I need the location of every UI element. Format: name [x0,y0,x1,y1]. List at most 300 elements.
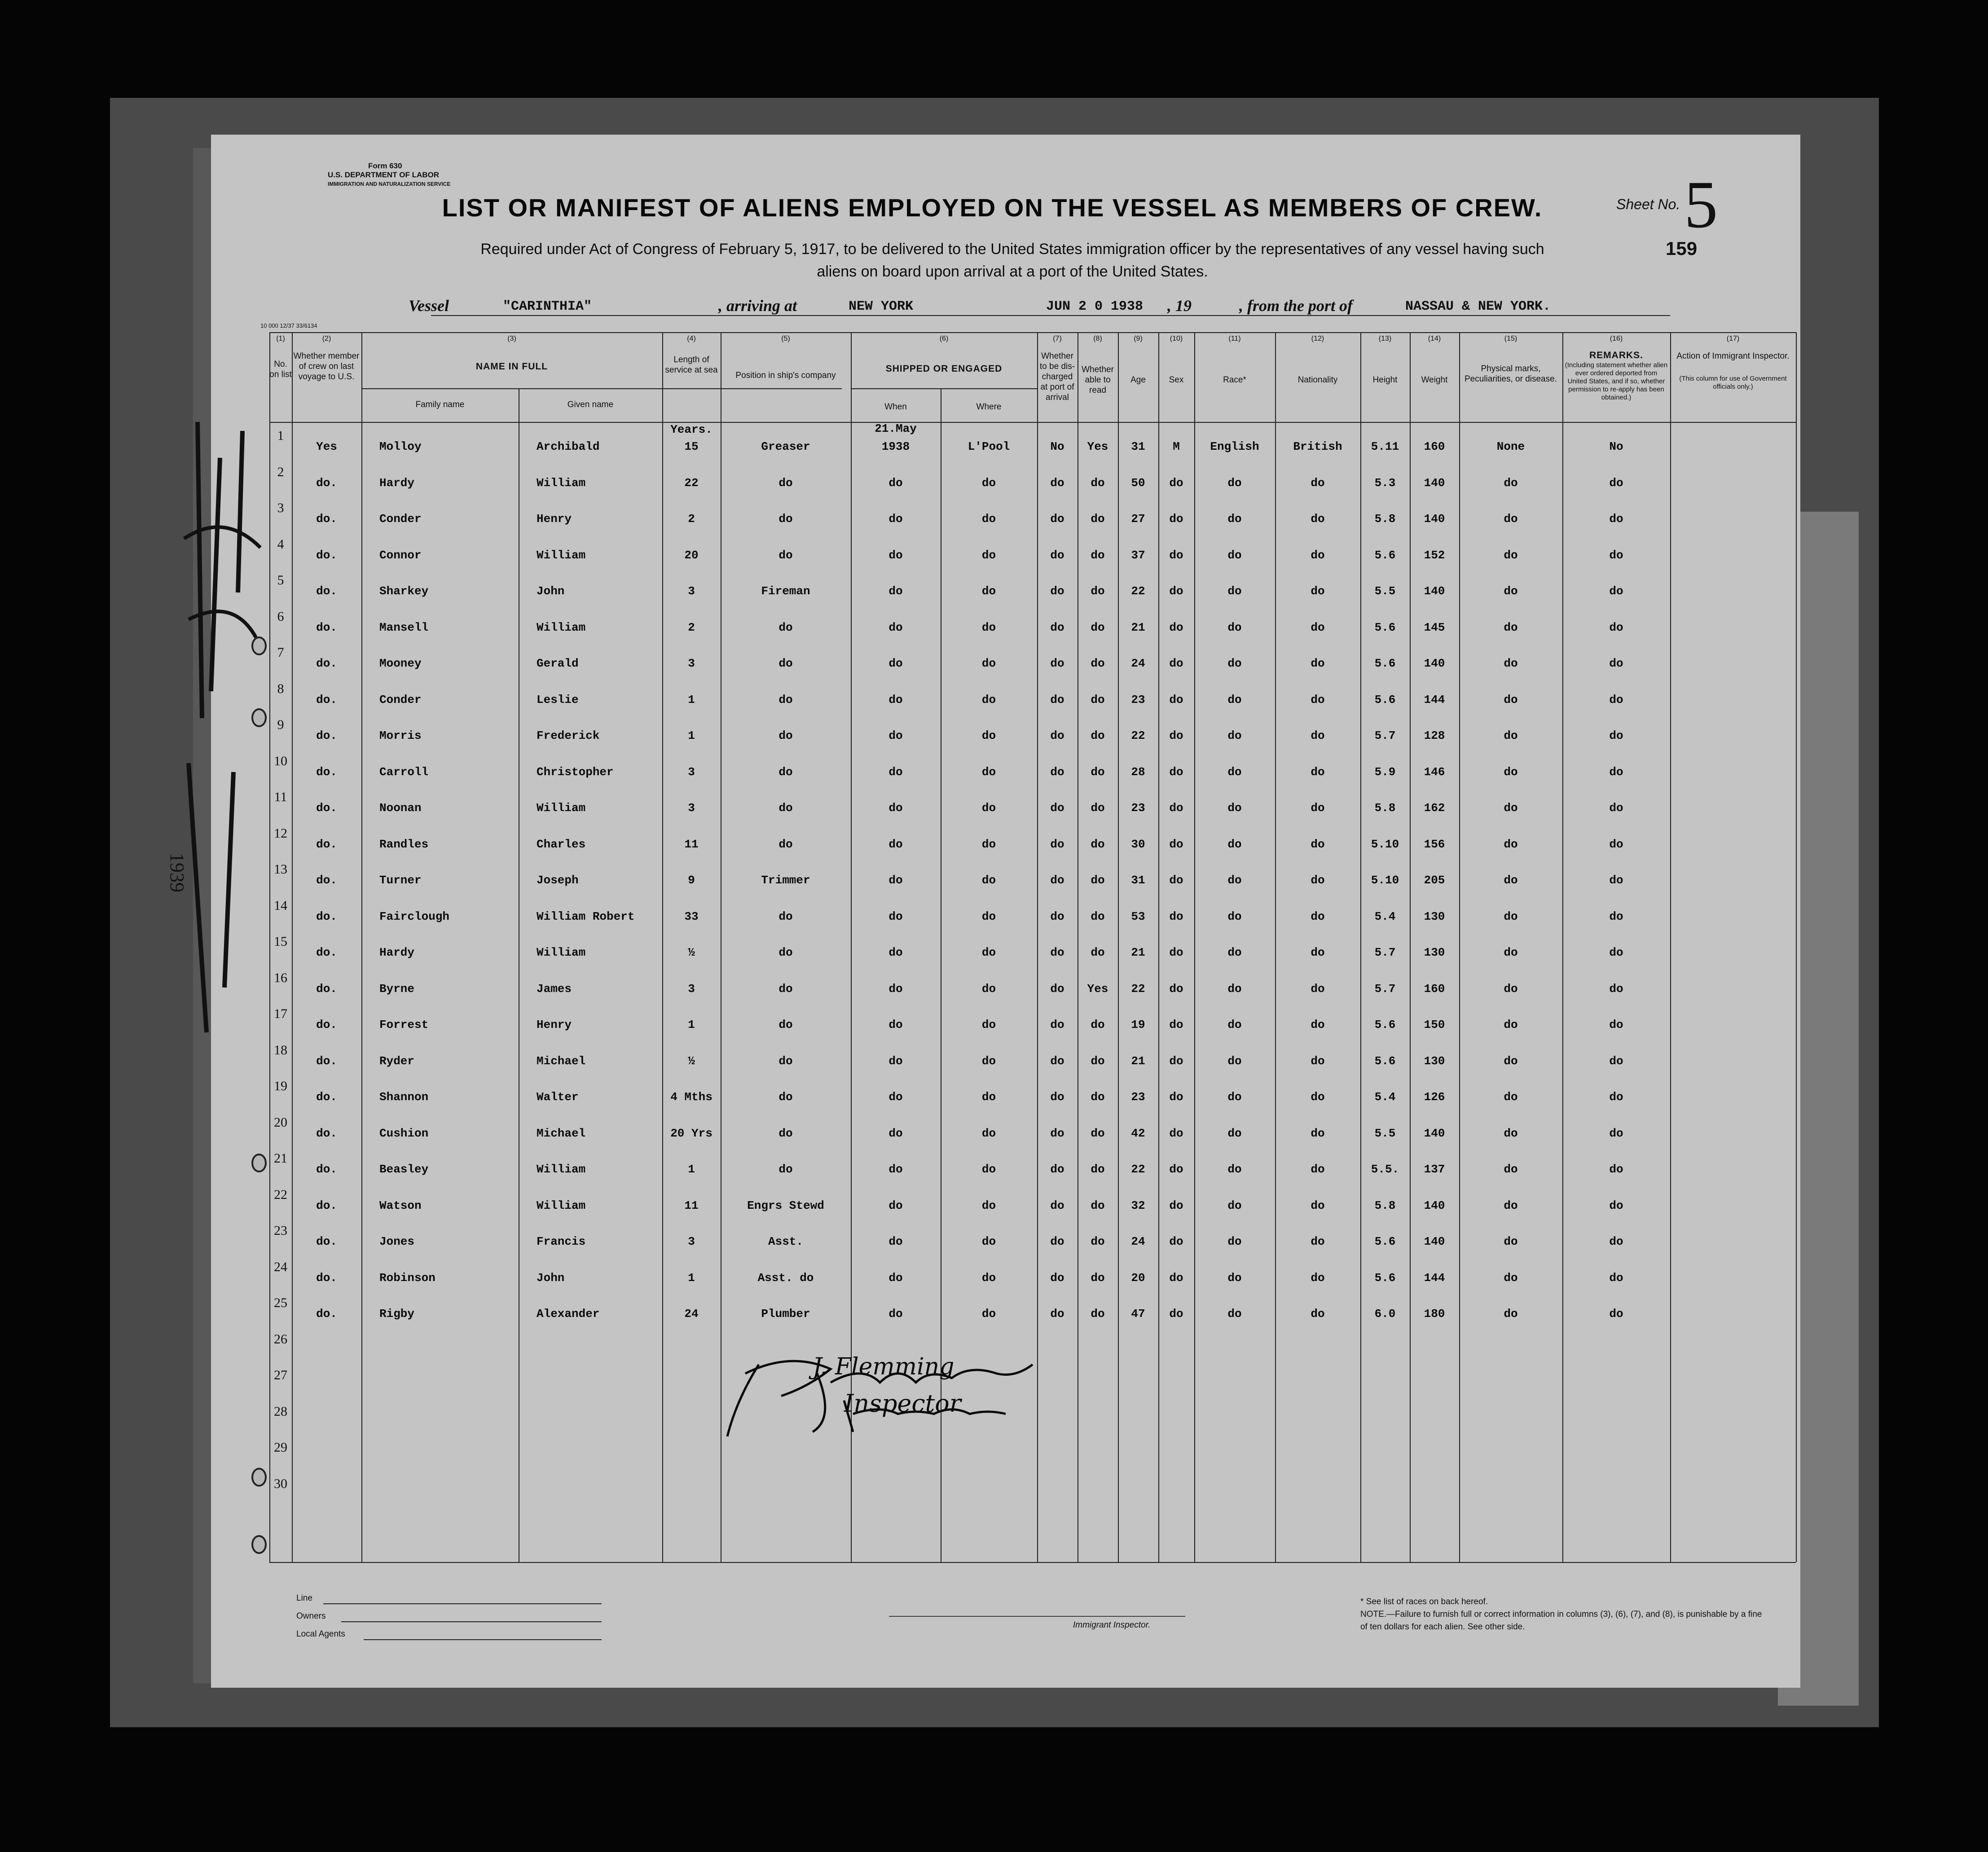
cell-race: do [1227,1090,1242,1104]
cell-marks: do [1504,1307,1518,1321]
cell-when: do [888,476,903,490]
cell-read: do [1091,801,1105,815]
cell-position: do [778,982,793,996]
cell-height: 5.6 [1374,657,1396,670]
header-length-service: Length of service at sea [665,355,718,375]
cell-where: do [981,982,996,996]
cell-disch: do [1050,982,1064,996]
footer-owners-label: Owners [296,1611,326,1621]
cell-weight: 140 [1424,657,1445,670]
header-when: When [884,402,907,412]
cell-read: do [1091,946,1105,959]
cell-height: 5.4 [1374,1090,1396,1104]
sheet-value: 5 [1684,167,1718,242]
cell-family: Watson [379,1198,422,1212]
row-number: 5 [277,573,284,588]
column-number: (16) [1610,335,1623,342]
cell-service: 1 [688,1018,695,1031]
cell-weight: 205 [1424,873,1445,887]
cell-height: 5.7 [1374,982,1396,996]
row-number: 20 [274,1115,287,1130]
cell-family: Robinson [379,1271,435,1285]
cell-sex: do [1169,620,1183,634]
cell-marks: None [1496,440,1525,453]
cell-remarks: do [1609,693,1623,707]
cell-marks: do [1504,982,1518,996]
cell-nat: do [1311,1018,1325,1031]
cell-service: 15 [684,440,699,453]
cell-service: 20 [684,548,699,562]
cell-family: Conder [379,693,422,707]
cell-position: Asst. do [757,1271,814,1285]
cell-disch: do [1050,693,1064,707]
cell-family: Rigby [379,1307,415,1321]
cell-marks: do [1504,837,1518,851]
cell-member: do. [316,1307,337,1321]
cell-disch: do [1050,512,1064,526]
cell-race: do [1227,1307,1242,1321]
cell-height: 6.0 [1374,1307,1396,1321]
cell-position: do [778,512,793,526]
row-number: 28 [274,1404,287,1419]
punch-hole [251,1468,267,1487]
cell-weight: 140 [1424,584,1445,598]
column-number: (2) [322,335,331,342]
cell-nat: do [1311,729,1325,742]
cell-service: 3 [688,657,695,670]
cell-race: do [1227,946,1242,959]
table-bottom-rule [269,1562,1796,1563]
cell-family: Jones [379,1235,415,1248]
from-label: , from the port of [1239,297,1353,315]
cell-sex: do [1169,1163,1183,1176]
cell-nat: do [1311,1198,1325,1212]
cell-race: do [1227,837,1242,851]
cell-family: Sharkey [379,584,429,598]
cell-age: 22 [1131,982,1145,996]
header-no-on-list: No. on list [269,360,292,379]
cell-read: do [1091,729,1105,742]
cell-age: 23 [1131,801,1145,815]
cell-given: Henry [537,1018,572,1031]
cell-race: do [1227,1054,1242,1068]
cell-disch: do [1050,584,1064,598]
cell-remarks: do [1609,946,1623,959]
cell-race: do [1227,801,1242,815]
column-number: (13) [1378,335,1392,342]
cell-marks: do [1504,1090,1518,1104]
cell-remarks: do [1609,729,1623,742]
row-number: 12 [274,825,287,841]
cell-disch: do [1050,620,1064,634]
cell-height: 5.6 [1374,1235,1396,1248]
cell-disch: do [1050,1235,1064,1248]
column-number: (5) [781,335,790,342]
cell-where: do [981,1126,996,1140]
cell-race: do [1227,657,1242,670]
cell-race: English [1210,440,1259,453]
cell-race: do [1227,1126,1242,1140]
column-number: (4) [687,335,696,342]
cell-sex: do [1169,1198,1183,1212]
cell-age: 27 [1131,512,1145,526]
line-rule [323,1603,602,1604]
column-number: (9) [1134,335,1143,342]
cell-where: do [981,1163,996,1176]
cell-member: do. [316,837,337,851]
cell-given: William [537,620,586,634]
column-number: (10) [1170,335,1183,342]
cell-age: 23 [1131,693,1145,707]
cell-race: do [1227,620,1242,634]
cell-remarks: do [1609,657,1623,670]
cell-member: do. [316,657,337,670]
cell-where: do [981,873,996,887]
cell-where: do [981,657,996,670]
cell-weight: 156 [1424,837,1445,851]
cell-family: Mansell [379,620,429,634]
cell-when: 1938 [881,440,910,453]
cell-race: do [1227,873,1242,887]
row-number: 14 [274,898,287,913]
cell-age: 53 [1131,909,1145,923]
cell-sex: M [1173,440,1180,453]
row-number: 24 [274,1259,287,1274]
cell-given: Henry [537,512,572,526]
cell-marks: do [1504,693,1518,707]
cell-given: Michael [537,1054,586,1068]
footer-notes [1360,1596,1764,1633]
cell-sex: do [1169,765,1183,779]
form-number: Form 630 [368,162,402,170]
cell-weight: 144 [1424,1271,1445,1285]
header-weight: Weight [1421,375,1448,385]
column-number: (3) [507,335,516,342]
cell-read: do [1091,909,1105,923]
cell-where: do [981,512,996,526]
cell-given: William [537,548,586,562]
requirement-line-2: aliens on board upon arrival at a port of the United States. [817,263,1208,280]
cell-disch: do [1050,909,1064,923]
cell-marks: do [1504,548,1518,562]
row-number: 11 [274,790,287,804]
footer-line-label: Line [296,1593,312,1603]
cell-nat: do [1311,1163,1325,1176]
row-number: 30 [274,1476,287,1491]
cell-sex: do [1169,729,1183,742]
cell-read: do [1091,584,1105,598]
header-nationality: Nationality [1297,375,1338,385]
cell-member: do. [316,1090,337,1104]
cell-service: 1 [688,729,695,742]
cell-nat: do [1311,801,1325,815]
cell-disch: do [1050,657,1064,670]
cell-marks: do [1504,909,1518,923]
header-bottom-rule [269,422,1796,423]
cell-family: Hardy [379,476,415,490]
cell-position: do [778,909,793,923]
cell-disch: do [1050,1054,1064,1068]
cell-race: do [1227,909,1242,923]
cell-nat: do [1311,946,1325,959]
cell-service: 4 Mths [670,1090,713,1104]
cell-race: do [1227,1018,1242,1031]
cell-when: 21.May [875,422,917,435]
vessel-line [211,292,1800,319]
cell-member: do. [316,1018,337,1031]
cell-marks: do [1504,946,1518,959]
cell-when: do [888,765,903,779]
cell-age: 32 [1131,1198,1145,1212]
row-number: 3 [277,500,284,515]
header-age: Age [1130,375,1146,385]
cell-sex: do [1169,1307,1183,1321]
cell-position: Greaser [761,440,810,453]
date-stamp: JUN 2 0 1938 [1046,299,1144,314]
cell-race: do [1227,1271,1242,1285]
cell-nat: do [1311,1090,1325,1104]
column-number: (7) [1053,335,1062,342]
cell-height: 5.8 [1374,1198,1396,1212]
punch-hole [251,636,267,655]
cell-marks: do [1504,657,1518,670]
cell-remarks: do [1609,837,1623,851]
cell-disch: do [1050,1163,1064,1176]
cell-member: do. [316,801,337,815]
cell-remarks: do [1609,1090,1623,1104]
cell-remarks: do [1609,1163,1623,1176]
cell-position: do [778,1090,793,1104]
cell-remarks: do [1609,1054,1623,1068]
cell-family: Fairclough [379,909,450,923]
cell-marks: do [1504,1126,1518,1140]
cell-weight: 130 [1424,946,1445,959]
header-able-read: Whether able to read [1082,365,1114,395]
cell-family: Mooney [379,657,422,670]
cell-read: do [1091,1235,1105,1248]
cell-remarks: No [1609,440,1623,453]
cell-position: Fireman [761,584,810,598]
header-discharged: Whether to be dis-charged at port of arrival [1039,351,1075,402]
cell-service: 24 [684,1307,699,1321]
cell-disch: do [1050,765,1064,779]
cell-when: do [888,801,903,815]
cell-service: 11 [684,837,699,851]
cell-position: do [778,801,793,815]
row-number: 17 [274,1006,287,1021]
cell-race: do [1227,584,1242,598]
cell-race: do [1227,548,1242,562]
cell-read: do [1091,620,1105,634]
cell-height: 5.6 [1374,1054,1396,1068]
cell-given: William [537,801,586,815]
cell-disch: do [1050,801,1064,815]
header-name-in-full: NAME IN FULL [475,361,548,372]
signature-name: J. Flemming [813,1353,954,1380]
owners-rule [341,1621,602,1622]
cell-sex: do [1169,801,1183,815]
cell-where: do [981,584,996,598]
margin-scrawl [171,404,278,1122]
cell-where: do [981,1271,996,1285]
page-number: 159 [1666,238,1698,259]
cell-read: do [1091,512,1105,526]
cell-family: Beasley [379,1163,429,1176]
cell-nat: do [1311,1126,1325,1140]
cell-when: do [888,729,903,742]
cell-height: 5.10 [1371,837,1399,851]
cell-age: 30 [1131,837,1145,851]
cell-where: do [981,837,996,851]
cell-member: do. [316,548,337,562]
cell-nat: do [1311,1307,1325,1321]
cell-read: do [1091,693,1105,707]
cell-service: ½ [688,946,695,959]
cell-read: do [1091,1018,1105,1031]
cell-position: do [778,946,793,959]
row-number: 2 [277,464,284,479]
cell-member: do. [316,584,337,598]
cell-when: do [888,657,903,670]
cell-weight: 140 [1424,1235,1445,1248]
cell-member: do. [316,946,337,959]
cell-read: do [1091,873,1105,887]
cell-when: do [888,620,903,634]
row-number: 7 [277,645,284,660]
cell-family: Randles [379,837,429,851]
cell-disch: do [1050,1090,1064,1104]
cell-remarks: do [1609,620,1623,634]
cell-when: do [888,946,903,959]
cell-service: 22 [684,476,699,490]
cell-where: do [981,765,996,779]
cell-service: 3 [688,584,695,598]
cell-disch: do [1050,837,1064,851]
cell-service: 3 [688,801,695,815]
cell-position: do [778,693,793,707]
cell-sex: do [1169,548,1183,562]
column-number: (17) [1726,335,1740,342]
cell-marks: do [1504,512,1518,526]
cell-family: Ryder [379,1054,415,1068]
header-remarks-note: (Including statement whether alien ever ordered deported from United States, and if so, whether permission to re-apply has been obtained.) [1565,361,1668,401]
cell-race: do [1227,1163,1242,1176]
cell-where: do [981,1307,996,1321]
row-number: 18 [274,1042,287,1058]
row-number: 29 [274,1440,287,1455]
cell-age: 22 [1131,729,1145,742]
cell-given: Frederick [537,729,600,742]
cell-read: Yes [1087,982,1108,996]
cell-nat: do [1311,476,1325,490]
header-physical-marks: Physical marks, Peculiarities, or disease. [1465,364,1557,384]
header-member-last-voyage: Whether member of crew on last voyage to U.S. [293,351,360,382]
cell-weight: 140 [1424,1126,1445,1140]
cell-remarks: do [1609,1198,1623,1212]
cell-height: 5.5 [1374,584,1396,598]
cell-sex: do [1169,946,1183,959]
cell-where: do [981,548,996,562]
arriving-port: NEW YORK [849,299,914,314]
cell-age: 42 [1131,1126,1145,1140]
cell-read: do [1091,476,1105,490]
cell-race: do [1227,693,1242,707]
cell-height: 5.6 [1374,1271,1396,1285]
cell-where: L'Pool [968,440,1010,453]
cell-position: do [778,548,793,562]
cell-sex: do [1169,837,1183,851]
cell-when: do [888,1054,903,1068]
header-shipped-engaged: SHIPPED OR ENGAGED [885,364,1003,374]
cell-where: do [981,1235,996,1248]
margin-annotation: 1939 [166,853,188,892]
header-race: Race* [1223,375,1246,385]
cell-given: Walter [537,1090,579,1104]
header-remarks: REMARKS. [1589,350,1643,360]
row-number: 8 [277,681,284,696]
cell-race: do [1227,1198,1242,1212]
cell-nat: British [1293,440,1342,453]
cell-remarks: do [1609,584,1623,598]
cell-age: 47 [1131,1307,1145,1321]
cell-member: do. [316,476,337,490]
cell-age: 19 [1131,1018,1145,1031]
cell-nat: do [1311,765,1325,779]
column-number: (8) [1093,335,1102,342]
cell-read: do [1091,837,1105,851]
cell-height: 5.6 [1374,693,1396,707]
page-title: LIST OR MANIFEST OF ALIENS EMPLOYED ON THE VESSEL AS MEMBERS OF CREW. [442,193,1543,222]
cell-height: 5.8 [1374,512,1396,526]
cell-position: do [778,837,793,851]
cell-read: do [1091,1126,1105,1140]
cell-when: do [888,548,903,562]
cell-where: do [981,1018,996,1031]
row-number: 6 [277,609,284,624]
cell-disch: do [1050,1018,1064,1031]
cell-remarks: do [1609,909,1623,923]
cell-family: Molloy [379,440,422,453]
cell-position: do [778,765,793,779]
cell-given: Christopher [537,765,614,779]
cell-when: do [888,512,903,526]
cell-height: 5.6 [1374,1018,1396,1031]
row-number: 25 [274,1295,287,1310]
cell-given: William [537,946,586,959]
cell-age: 21 [1131,620,1145,634]
cell-disch: do [1050,946,1064,959]
cell-age: 31 [1131,873,1145,887]
column-number: (15) [1504,335,1517,342]
cell-given: Leslie [537,693,579,707]
cell-height: 5.7 [1374,946,1396,959]
cell-read: do [1091,1163,1105,1176]
cell-marks: do [1504,1271,1518,1285]
cell-sex: do [1169,909,1183,923]
cell-sex: do [1169,584,1183,598]
cell-family: Noonan [379,801,422,815]
cell-disch: do [1050,729,1064,742]
row-number: 10 [274,753,287,768]
cell-given: Joseph [537,873,579,887]
cell-member: Yes [316,440,337,453]
cell-remarks: do [1609,982,1623,996]
cell-weight: 162 [1424,801,1445,815]
cell-family: Carroll [379,765,429,779]
header-action: Action of Immigrant Inspector. [1676,351,1790,361]
row-number: 19 [274,1079,287,1093]
cell-marks: do [1504,1018,1518,1031]
